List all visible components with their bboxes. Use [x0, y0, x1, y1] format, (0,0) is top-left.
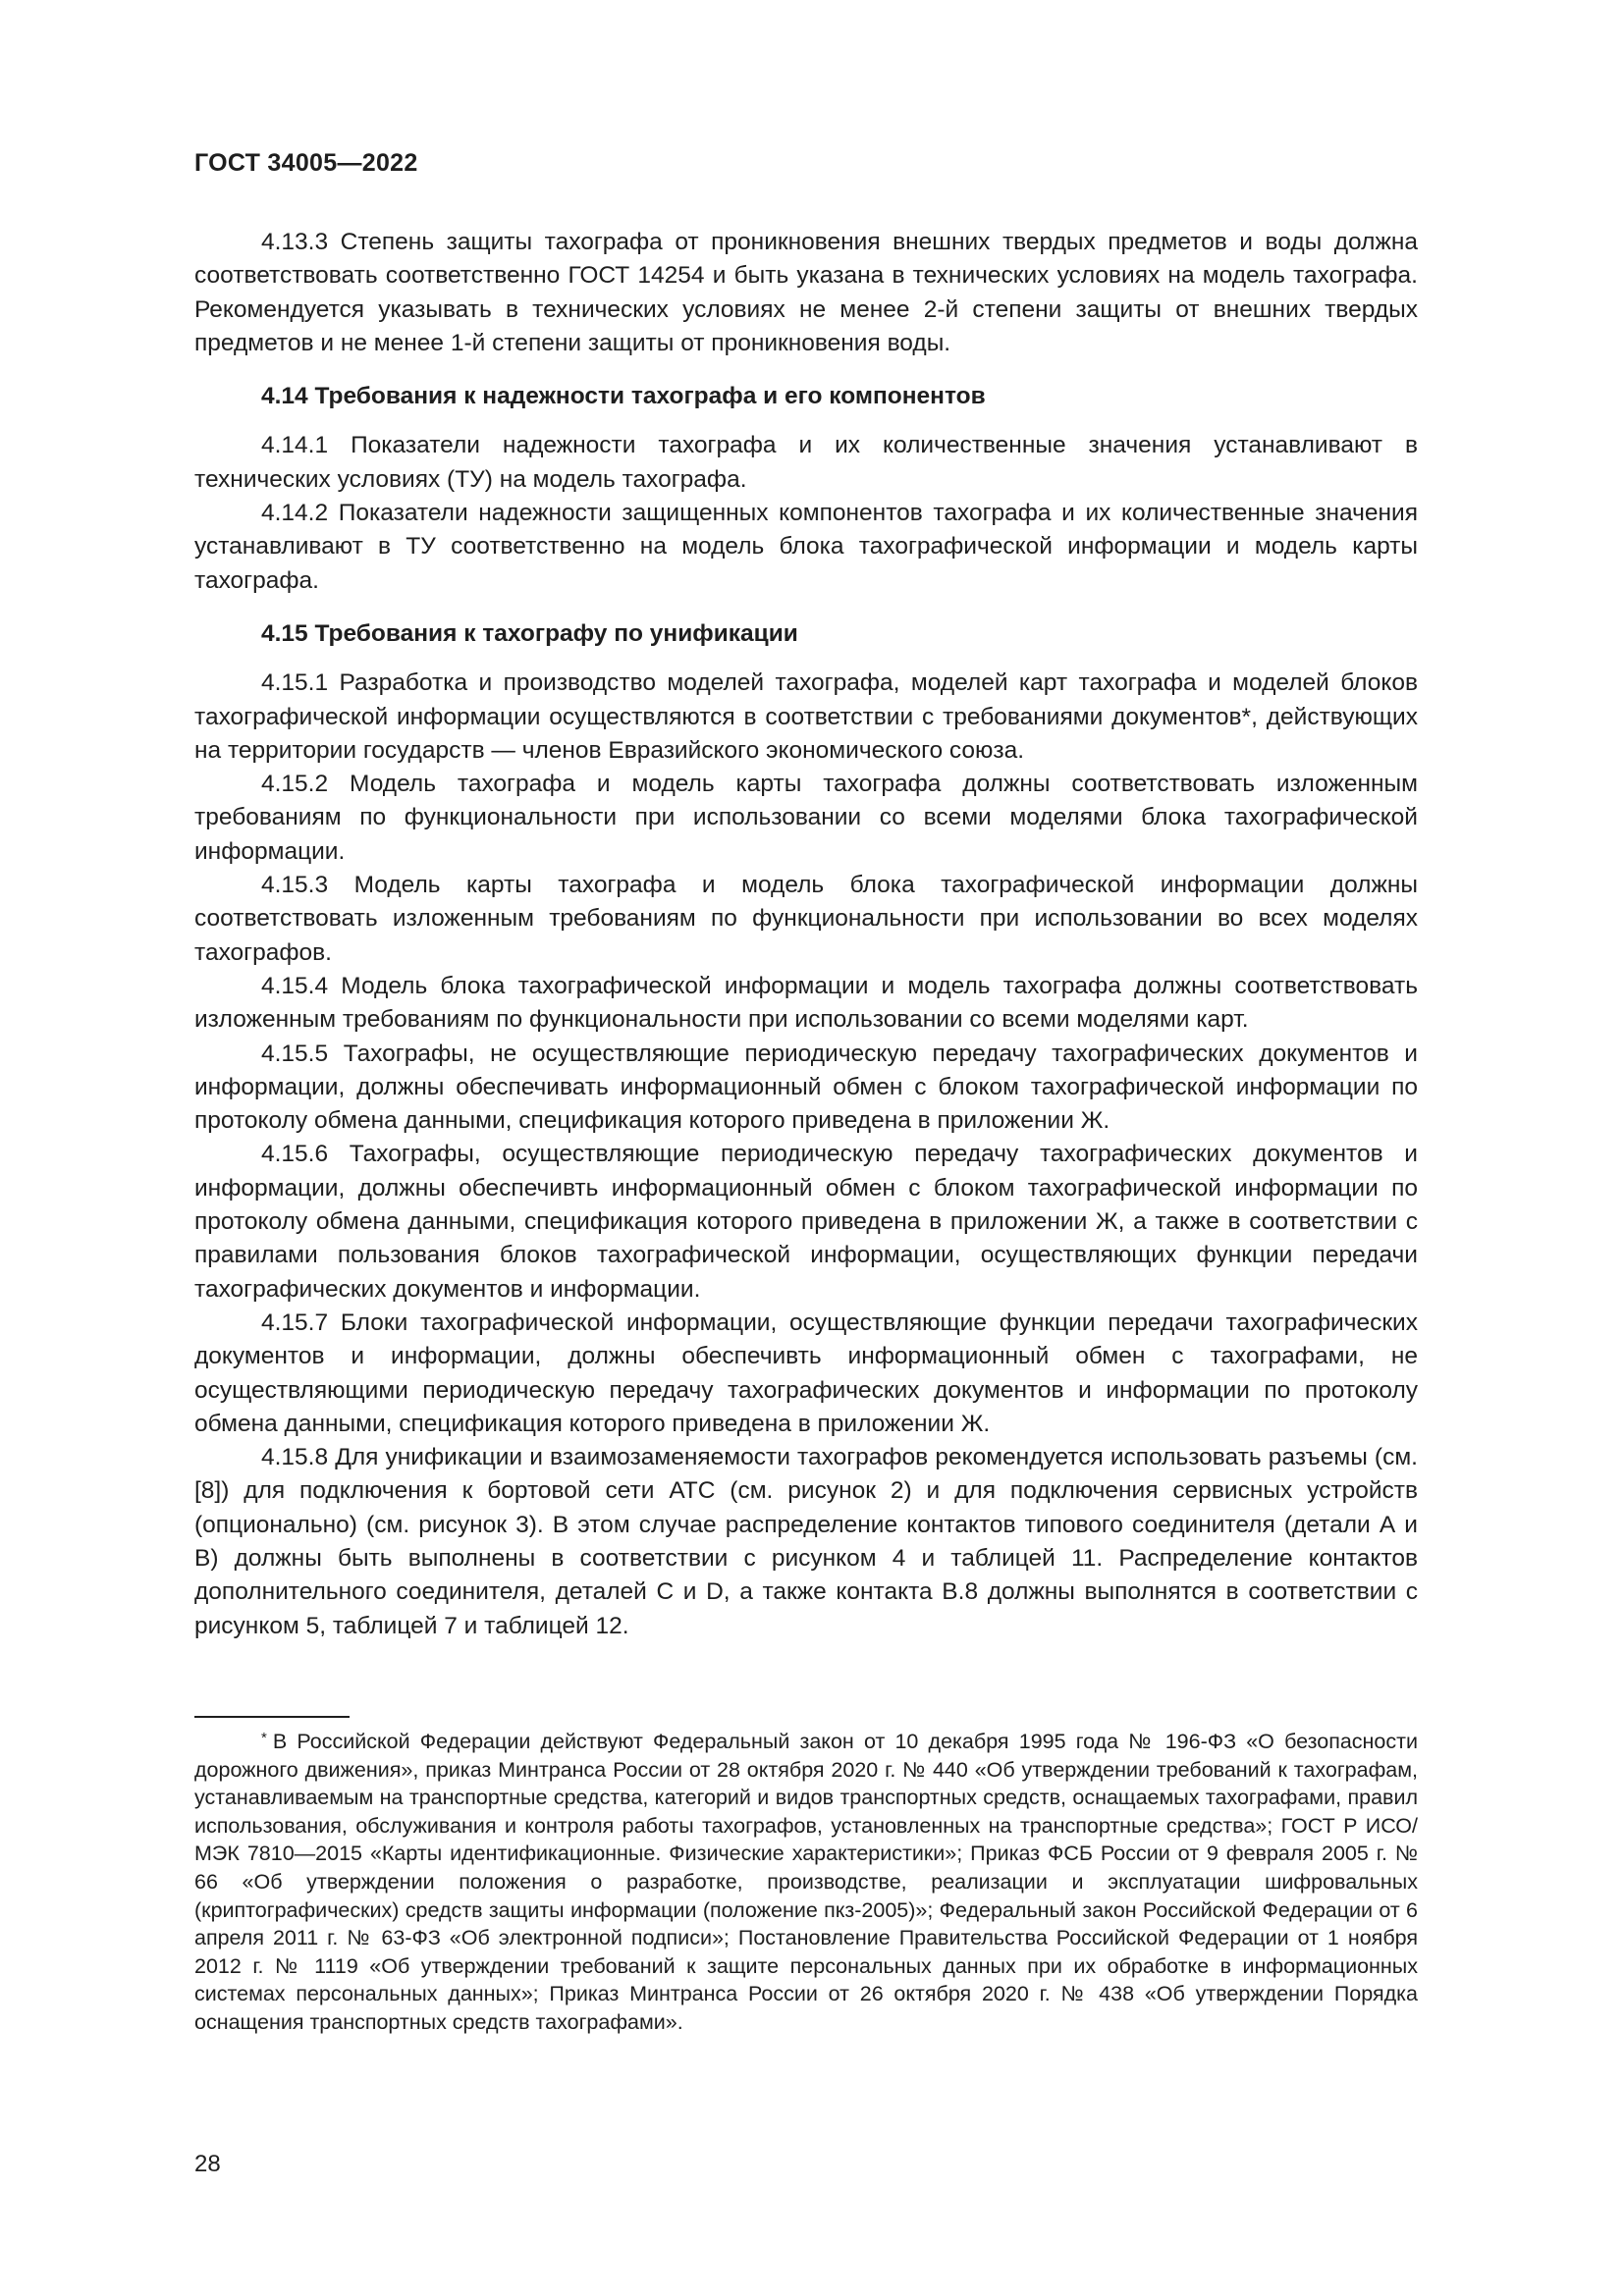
paragraph-4-15-4: 4.15.4 Модель блока тахографической информации и модель тахографа должны соответствовать изложенным требованиям по функциональности при использовании со всеми моделями карт. — [194, 972, 1418, 1034]
page-number: 28 — [194, 2151, 221, 2177]
section-heading-4-14: 4.14 Требования к надежности тахографа и его компонентов — [261, 383, 986, 410]
footnote-text: В Российской Федерации действуют Федеральный закон от 10 декабря 1995 года № 196-ФЗ «О безопасности дорожного движения», приказ Минтранса России от 28 октября 2020 г. № 440 «Об утверждении требований к тахографам, устанавливаемым на транспортные средства, категорий и видов транспортных средств, оснащаемых тахографами, правил использования, обслуживания и контроля работы тахографов, установленных на транспортные средства»; ГОСТ Р ИСО/МЭК 7810—2015 «Карты идентификационные. Физические характеристики»; Приказ ФСБ России от 9 февраля 2005 г. № 66 «Об утверждении положения о разработке, производстве, реализации и эксплуатации шифровальных (криптографических) средств защиты информации (положение пкз-2005)»; Федеральный закон Российской Федерации от 6 апреля 2011 г. № 63-ФЗ «Об электронной подписи»; Постановление Правительства Российской Федерации от 1 ноября 2012 г. № 1119 «Об утверждении требований к защите персональных данных при их обработке в информационных системах персональных данных»; Приказ Минтранса России от 26 октября 2020 г. № 438 «Об утверждении Порядка оснащения транспортных средств тахографами». — [194, 1730, 1418, 2034]
paragraph-4-15-5: 4.15.5 Тахографы, не осуществляющие периодическую передачу тахографических документов и информации, должны обеспечивать информационный обмен с блоком тахографической информации по протоколу обмена данными, спецификация которого приведена в приложении Ж. — [194, 1040, 1418, 1135]
footnote-marker: * — [261, 1730, 267, 1746]
document-body — [194, 226, 1418, 1643]
paragraph-4-15-8: 4.15.8 Для унификации и взаимозаменяемости тахографов рекомендуется использовать разъемы (см. [8]) для подключения к бортовой сети АТС (см. рисунок 2) и для подключения сервисных устройств (опционально) (см. рисунок 3). В этом случае распределение контактов типового соединителя (детали А и В) должны быть выполнены в соответствии с рисунком 4 и таблицей 11. Распределение контактов дополнительного соединителя, деталей С и D, а также контакта В.8 должны выполнятся в соответствии с рисунком 5, таблицей 7 и таблицей 12. — [194, 1444, 1418, 1639]
paragraph-4-15-7: 4.15.7 Блоки тахографической информации, осуществляющие функции передачи тахографических документов и информации, должны обеспечивть информационный обмен с тахографами, не осуществляющими периодическую передачу тахографических документов и информации по протоколу обмена данными, спецификация которого приведена в приложении Ж. — [194, 1308, 1418, 1437]
paragraph-4-15-2: 4.15.2 Модель тахографа и модель карты тахографа должны соответствовать изложенным требованиям по функциональности при использовании со всеми моделями блока тахографической информации. — [194, 771, 1418, 865]
paragraph-4-15-3: 4.15.3 Модель карты тахографа и модель блока тахографической информации должны соответствовать изложенным требованиям по функциональности при использовании во всех моделях тахографов. — [194, 872, 1418, 966]
footnote — [194, 1728, 1418, 2037]
paragraph-4-14-2: 4.14.2 Показатели надежности защищенных компонентов тахографа и их количественные значения устанавливают в ТУ соответственно на модель блока тахографической информации и модель карты тахографа. — [194, 500, 1418, 594]
footnote-separator — [194, 1716, 350, 1718]
paragraph-4-13-3: 4.13.3 Степень защиты тахографа от проникновения внешних твердых предметов и воды должна соответствовать соответственно ГОСТ 14254 и быть указана в технических условиях на модель тахографа. Рекомендуется указывать в технических условиях не менее 2-й степени защиты от внешних твердых предметов и не менее 1-й степени защиты от проникновения воды. — [194, 229, 1418, 356]
document-header: ГОСТ 34005—2022 — [194, 149, 418, 177]
paragraph-4-15-1: 4.15.1 Разработка и производство моделей тахографа, моделей карт тахографа и моделей блоков тахографической информации осуществляются в соответствии с требованиями документов*, действующих на территории государств — членов Евразийского экономического союза. — [194, 669, 1418, 764]
paragraph-4-15-6: 4.15.6 Тахографы, осуществляющие периодическую передачу тахографических документов и информации, должны обеспечивть информационный обмен с блоком тахографической информации по протоколу обмена данными, спецификация которого приведена в приложении Ж, а также в соответствии с правилами пользования блоков тахографической информации, осуществляющих функции передачи тахографических документов и информации. — [194, 1141, 1418, 1303]
paragraph-4-14-1: 4.14.1 Показатели надежности тахографа и их количественные значения устанавливают в технических условиях (ТУ) на модель тахографа. — [194, 432, 1418, 493]
section-heading-4-15: 4.15 Требования к тахографу по унификации — [261, 619, 798, 647]
